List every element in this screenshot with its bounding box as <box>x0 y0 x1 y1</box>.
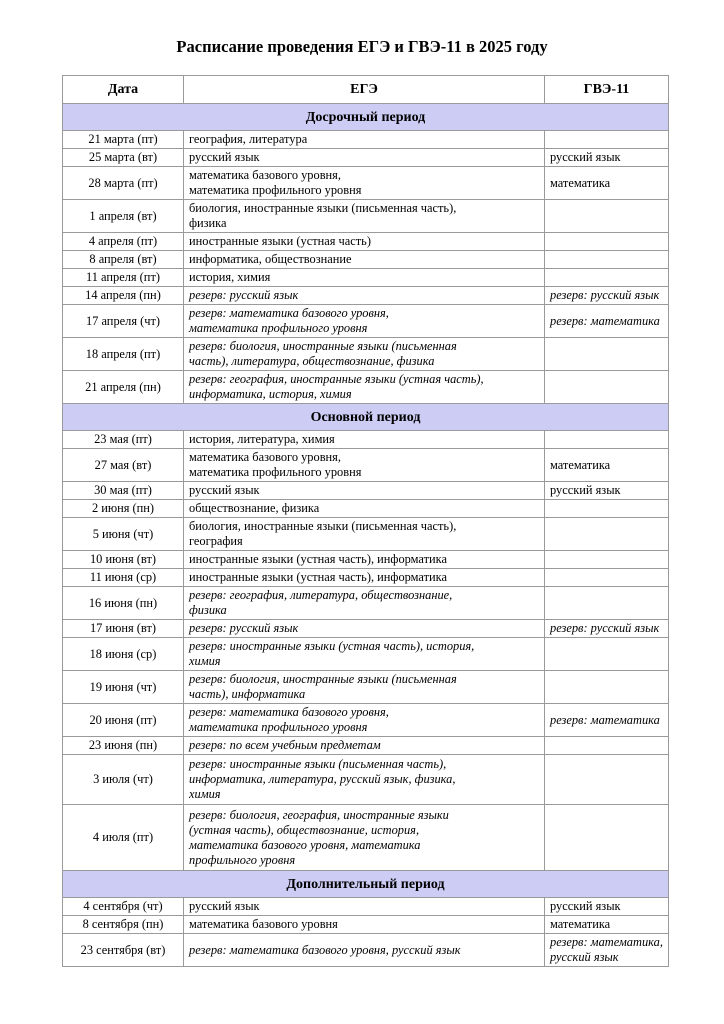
table-row <box>63 449 669 482</box>
period-header-row <box>63 404 669 431</box>
table-row <box>63 251 669 269</box>
ege-cell: резерв: по всем учебным предметам <box>184 737 545 755</box>
gve-cell: математика <box>545 916 669 934</box>
date-cell: 10 июня (вт) <box>63 551 184 569</box>
table-row <box>63 431 669 449</box>
date-cell: 14 апреля (пн) <box>63 287 184 305</box>
schedule-table <box>62 75 669 967</box>
ege-cell: иностранные языки (устная часть) <box>184 233 545 251</box>
gve-cell: резерв: математика, русский язык <box>545 934 669 967</box>
gve-cell <box>545 251 669 269</box>
date-cell: 23 сентября (вт) <box>63 934 184 967</box>
gve-cell <box>545 755 669 805</box>
gve-cell <box>545 500 669 518</box>
ege-cell: русский язык <box>184 149 545 167</box>
ege-cell: биология, иностранные языки (письменная часть), география <box>184 518 545 551</box>
gve-cell <box>545 737 669 755</box>
table-row <box>63 737 669 755</box>
gve-cell: русский язык <box>545 149 669 167</box>
ege-cell: резерв: математика базового уровня, математика профильного уровня <box>184 305 545 338</box>
gve-cell <box>545 431 669 449</box>
period-title: Дополнительный период <box>63 871 669 898</box>
column-header-ege: ЕГЭ <box>184 76 545 104</box>
table-row <box>63 934 669 967</box>
date-cell: 2 июня (пн) <box>63 500 184 518</box>
table-row <box>63 569 669 587</box>
gve-cell <box>545 671 669 704</box>
page-title: Расписание проведения ЕГЭ и ГВЭ-11 в 2025 году <box>176 37 548 56</box>
date-cell: 4 июля (пт) <box>63 805 184 871</box>
date-cell: 19 июня (чт) <box>63 671 184 704</box>
date-cell: 25 марта (вт) <box>63 149 184 167</box>
gve-cell <box>545 518 669 551</box>
table-row <box>63 587 669 620</box>
table-header-row <box>63 76 669 104</box>
date-cell: 23 июня (пн) <box>63 737 184 755</box>
gve-cell <box>545 338 669 371</box>
date-cell: 17 июня (вт) <box>63 620 184 638</box>
ege-cell: география, литература <box>184 131 545 149</box>
gve-cell <box>545 200 669 233</box>
gve-cell <box>545 638 669 671</box>
ege-cell: математика базового уровня, математика профильного уровня <box>184 449 545 482</box>
date-cell: 28 марта (пт) <box>63 167 184 200</box>
table-row <box>63 200 669 233</box>
date-cell: 21 марта (пт) <box>63 131 184 149</box>
table-row <box>63 704 669 737</box>
gve-cell <box>545 551 669 569</box>
date-cell: 4 апреля (пт) <box>63 233 184 251</box>
ege-cell: обществознание, физика <box>184 500 545 518</box>
ege-cell: резерв: биология, иностранные языки (письменная часть), литература, обществознание, физика <box>184 338 545 371</box>
gve-cell: резерв: математика <box>545 305 669 338</box>
date-cell: 21 апреля (пн) <box>63 371 184 404</box>
date-cell: 16 июня (пн) <box>63 587 184 620</box>
table-row <box>63 149 669 167</box>
date-cell: 30 мая (пт) <box>63 482 184 500</box>
gve-cell: резерв: математика <box>545 704 669 737</box>
table-row <box>63 482 669 500</box>
ege-cell: резерв: география, иностранные языки (устная часть), информатика, история, химия <box>184 371 545 404</box>
ege-cell: резерв: математика базового уровня, русский язык <box>184 934 545 967</box>
gve-cell <box>545 131 669 149</box>
date-cell: 23 мая (пт) <box>63 431 184 449</box>
date-cell: 11 июня (ср) <box>63 569 184 587</box>
gve-cell: русский язык <box>545 898 669 916</box>
ege-cell: резерв: география, литература, обществознание, физика <box>184 587 545 620</box>
date-cell: 18 апреля (пт) <box>63 338 184 371</box>
table-row <box>63 269 669 287</box>
gve-cell <box>545 587 669 620</box>
table-row <box>63 167 669 200</box>
ege-cell: русский язык <box>184 898 545 916</box>
gve-cell <box>545 269 669 287</box>
table-row <box>63 500 669 518</box>
ege-cell: математика базового уровня, математика профильного уровня <box>184 167 545 200</box>
gve-cell <box>545 233 669 251</box>
date-cell: 1 апреля (вт) <box>63 200 184 233</box>
table-row <box>63 518 669 551</box>
table-row <box>63 287 669 305</box>
gve-cell: русский язык <box>545 482 669 500</box>
ege-cell: иностранные языки (устная часть), информатика <box>184 569 545 587</box>
ege-cell: резерв: биология, география, иностранные языки (устная часть), обществознание, история, математика базового уровня, математика профильного уровня <box>184 805 545 871</box>
ege-cell: русский язык <box>184 482 545 500</box>
gve-cell <box>545 569 669 587</box>
table-row <box>63 305 669 338</box>
table-row <box>63 638 669 671</box>
table-row <box>63 338 669 371</box>
date-cell: 20 июня (пт) <box>63 704 184 737</box>
period-title: Основной период <box>63 404 669 431</box>
ege-cell: резерв: биология, иностранные языки (письменная часть), информатика <box>184 671 545 704</box>
table-row <box>63 131 669 149</box>
date-cell: 5 июня (чт) <box>63 518 184 551</box>
ege-cell: история, химия <box>184 269 545 287</box>
table-row <box>63 916 669 934</box>
gve-cell <box>545 805 669 871</box>
ege-cell: резерв: русский язык <box>184 287 545 305</box>
table-row <box>63 671 669 704</box>
column-header-date: Дата <box>63 76 184 104</box>
ege-cell: резерв: русский язык <box>184 620 545 638</box>
column-header-gve: ГВЭ-11 <box>545 76 669 104</box>
table-row <box>63 551 669 569</box>
gve-cell: математика <box>545 449 669 482</box>
date-cell: 18 июня (ср) <box>63 638 184 671</box>
date-cell: 3 июля (чт) <box>63 755 184 805</box>
date-cell: 8 апреля (вт) <box>63 251 184 269</box>
table-row <box>63 755 669 805</box>
ege-cell: математика базового уровня <box>184 916 545 934</box>
date-cell: 4 сентября (чт) <box>63 898 184 916</box>
table-row <box>63 233 669 251</box>
ege-cell: информатика, обществознание <box>184 251 545 269</box>
table-row <box>63 805 669 871</box>
schedule-body <box>63 104 669 967</box>
period-header-row <box>63 104 669 131</box>
ege-cell: резерв: иностранные языки (письменная часть), информатика, литература, русский язык, физика, химия <box>184 755 545 805</box>
gve-cell: резерв: русский язык <box>545 620 669 638</box>
ege-cell: резерв: математика базового уровня, математика профильного уровня <box>184 704 545 737</box>
date-cell: 11 апреля (пт) <box>63 269 184 287</box>
table-row <box>63 371 669 404</box>
table-row <box>63 898 669 916</box>
ege-cell: иностранные языки (устная часть), информатика <box>184 551 545 569</box>
ege-cell: резерв: иностранные языки (устная часть), история, химия <box>184 638 545 671</box>
period-header-row <box>63 871 669 898</box>
ege-cell: история, литература, химия <box>184 431 545 449</box>
date-cell: 27 мая (вт) <box>63 449 184 482</box>
gve-cell: математика <box>545 167 669 200</box>
date-cell: 8 сентября (пн) <box>63 916 184 934</box>
gve-cell: резерв: русский язык <box>545 287 669 305</box>
date-cell: 17 апреля (чт) <box>63 305 184 338</box>
table-row <box>63 620 669 638</box>
period-title: Досрочный период <box>63 104 669 131</box>
ege-cell: биология, иностранные языки (письменная часть), физика <box>184 200 545 233</box>
gve-cell <box>545 371 669 404</box>
